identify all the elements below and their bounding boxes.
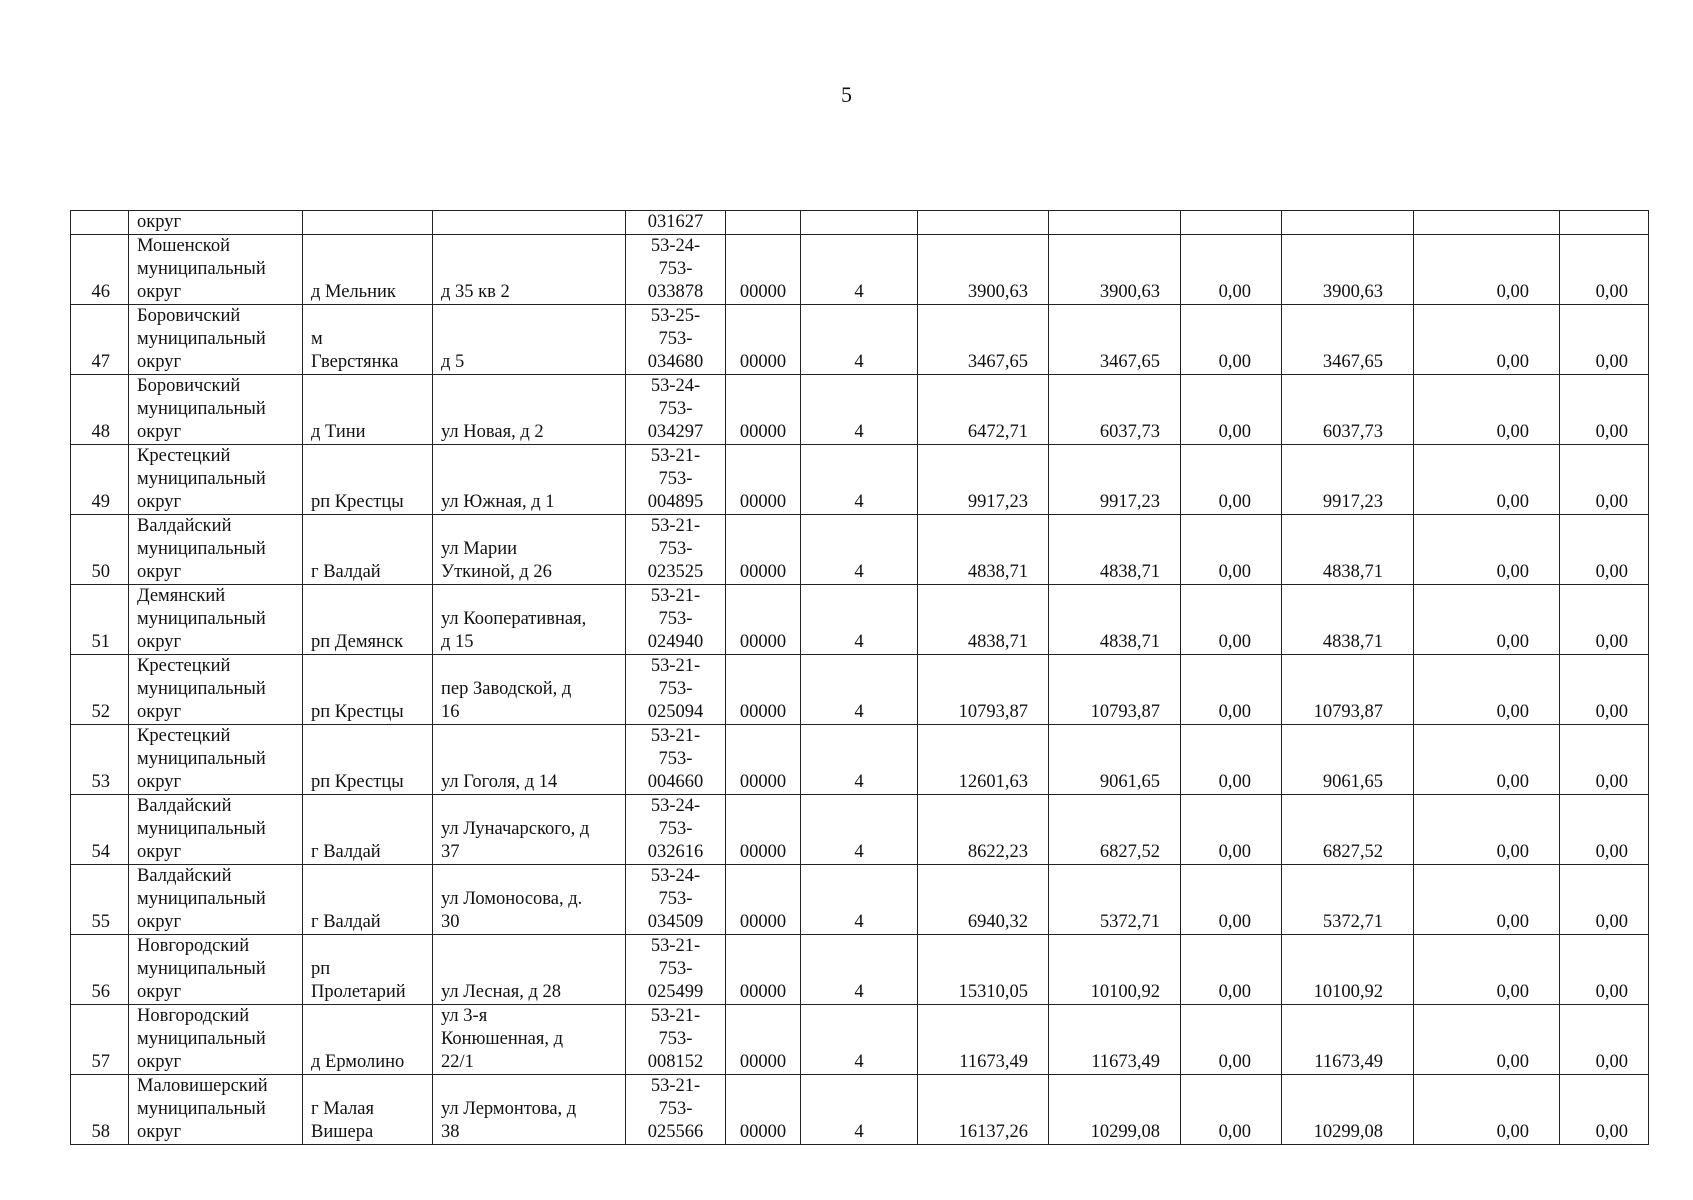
- cell-amount-1: 16137,26: [918, 1075, 1049, 1145]
- cell-amount-2: 3467,65: [1049, 305, 1181, 375]
- cell-status-code: 00000: [726, 235, 801, 305]
- cell-category: 4: [801, 655, 918, 725]
- cell-amount-1: 3467,65: [918, 305, 1049, 375]
- cell-amount-3: 0,00: [1181, 445, 1282, 515]
- cell-category: 4: [801, 795, 918, 865]
- cell-amount-6: 0,00: [1560, 655, 1649, 725]
- table-row: [71, 305, 1649, 375]
- cell-settlement: г Валдай: [303, 795, 433, 865]
- cell-code: 53-21- 753- 025094: [626, 655, 726, 725]
- cell-category: 4: [801, 935, 918, 1005]
- cell-amount-3: 0,00: [1181, 865, 1282, 935]
- cell-amount-5: 0,00: [1414, 655, 1560, 725]
- cell-amount-4: 4838,71: [1282, 585, 1414, 655]
- cell-num: 55: [71, 865, 129, 935]
- cell-address: ул 3-я Конюшенная, д 22/1: [433, 1005, 626, 1075]
- cell-district: Боровичский муниципальный округ: [129, 375, 303, 445]
- cell-status-code: 00000: [726, 725, 801, 795]
- cell-code: 53-21- 753- 008152: [626, 1005, 726, 1075]
- cell-code: 031627: [626, 211, 726, 235]
- cell-code: 53-21- 753- 023525: [626, 515, 726, 585]
- cell-amount-3: 0,00: [1181, 725, 1282, 795]
- cell-amount-5: 0,00: [1414, 935, 1560, 1005]
- cell-district: Валдайский муниципальный округ: [129, 795, 303, 865]
- cell-amount-5: 0,00: [1414, 445, 1560, 515]
- table-row: [71, 235, 1649, 305]
- cell-code: 53-24- 753- 032616: [626, 795, 726, 865]
- cell-district: Крестецкий муниципальный округ: [129, 725, 303, 795]
- table-row: [71, 585, 1649, 655]
- cell-amount-3: 0,00: [1181, 515, 1282, 585]
- cell-amount-4: 10100,92: [1282, 935, 1414, 1005]
- cell-district: Валдайский муниципальный округ: [129, 865, 303, 935]
- cell-amount-6: 0,00: [1560, 725, 1649, 795]
- cell-amount-6: 0,00: [1560, 515, 1649, 585]
- cell-amount-5: 0,00: [1414, 795, 1560, 865]
- table-body: [71, 211, 1649, 1145]
- cell-amount-1: 4838,71: [918, 515, 1049, 585]
- cell-address: ул Лермонтова, д 38: [433, 1075, 626, 1145]
- cell-amount-5: 0,00: [1414, 1005, 1560, 1075]
- table-row: [71, 1005, 1649, 1075]
- cell-settlement: рп Крестцы: [303, 725, 433, 795]
- cell-num: 47: [71, 305, 129, 375]
- cell-address: д 5: [433, 305, 626, 375]
- cell-amount-2: 5372,71: [1049, 865, 1181, 935]
- cell-num: 58: [71, 1075, 129, 1145]
- cell-category: 4: [801, 445, 918, 515]
- cell-amount-4: 3467,65: [1282, 305, 1414, 375]
- cell-amount-1: 10793,87: [918, 655, 1049, 725]
- cell-category: 4: [801, 1005, 918, 1075]
- cell-district: Маловишерский муниципальный округ: [129, 1075, 303, 1145]
- cell-amount-5: 0,00: [1414, 725, 1560, 795]
- cell-status-code: 00000: [726, 305, 801, 375]
- table-row: [71, 795, 1649, 865]
- cell-amount-1: 11673,49: [918, 1005, 1049, 1075]
- cell-address: ул Кооперативная, д 15: [433, 585, 626, 655]
- cell-amount-5: 0,00: [1414, 305, 1560, 375]
- table-row: [71, 725, 1649, 795]
- cell-amount-4: 10793,87: [1282, 655, 1414, 725]
- cell-amount-5: 0,00: [1414, 375, 1560, 445]
- cell-col11: [1282, 211, 1414, 235]
- table-row: [71, 1075, 1649, 1145]
- cell-address: ул Марии Уткиной, д 26: [433, 515, 626, 585]
- cell-col12: [1414, 211, 1560, 235]
- cell-num: 50: [71, 515, 129, 585]
- cell-status-code: 00000: [726, 655, 801, 725]
- cell-amount-2: 6827,52: [1049, 795, 1181, 865]
- cell-num: [71, 211, 129, 235]
- cell-amount-3: 0,00: [1181, 375, 1282, 445]
- cell-amount-6: 0,00: [1560, 1075, 1649, 1145]
- cell-settlement: рп Крестцы: [303, 445, 433, 515]
- cell-status-code: 00000: [726, 375, 801, 445]
- cell-num: 49: [71, 445, 129, 515]
- cell-amount-2: 10793,87: [1049, 655, 1181, 725]
- cell-settlement: м Гверстянка: [303, 305, 433, 375]
- cell-category: 4: [801, 515, 918, 585]
- cell-category: 4: [801, 305, 918, 375]
- cell-address: ул Новая, д 2: [433, 375, 626, 445]
- cell-address: пер Заводской, д 16: [433, 655, 626, 725]
- cell-col8: [918, 211, 1049, 235]
- cell-amount-3: 0,00: [1181, 655, 1282, 725]
- cell-amount-5: 0,00: [1414, 1075, 1560, 1145]
- table-row: [71, 211, 1649, 235]
- cell-amount-6: 0,00: [1560, 235, 1649, 305]
- cell-status-code: 00000: [726, 865, 801, 935]
- cell-settlement: д Тини: [303, 375, 433, 445]
- cell-amount-3: 0,00: [1181, 795, 1282, 865]
- cell-amount-2: 6037,73: [1049, 375, 1181, 445]
- cell-amount-4: 6827,52: [1282, 795, 1414, 865]
- cell-amount-3: 0,00: [1181, 235, 1282, 305]
- cell-status-code: 00000: [726, 1075, 801, 1145]
- cell-amount-4: 11673,49: [1282, 1005, 1414, 1075]
- cell-amount-5: 0,00: [1414, 865, 1560, 935]
- cell-num: 46: [71, 235, 129, 305]
- table-row: [71, 865, 1649, 935]
- cell-amount-1: 9917,23: [918, 445, 1049, 515]
- cell-amount-6: 0,00: [1560, 305, 1649, 375]
- cell-amount-2: 3900,63: [1049, 235, 1181, 305]
- cell-settlement: [303, 211, 433, 235]
- cell-district: Демянский муниципальный округ: [129, 585, 303, 655]
- cell-settlement: д Мельник: [303, 235, 433, 305]
- cell-num: 53: [71, 725, 129, 795]
- cell-amount-2: 4838,71: [1049, 515, 1181, 585]
- cell-col9: [1049, 211, 1181, 235]
- cell-amount-2: 10100,92: [1049, 935, 1181, 1005]
- cell-status-code: 00000: [726, 935, 801, 1005]
- cell-amount-5: 0,00: [1414, 235, 1560, 305]
- cell-address: ул Южная, д 1: [433, 445, 626, 515]
- page-number: 5: [841, 82, 852, 107]
- cell-address: ул Гоголя, д 14: [433, 725, 626, 795]
- cell-amount-3: 0,00: [1181, 1005, 1282, 1075]
- cell-amount-6: 0,00: [1560, 795, 1649, 865]
- cell-category: 4: [801, 725, 918, 795]
- cell-settlement: рп Пролетарий: [303, 935, 433, 1005]
- cell-amount-6: 0,00: [1560, 935, 1649, 1005]
- cell-address: д 35 кв 2: [433, 235, 626, 305]
- cell-amount-2: 9061,65: [1049, 725, 1181, 795]
- cell-settlement: рп Крестцы: [303, 655, 433, 725]
- cell-district: Мошенской муниципальный округ: [129, 235, 303, 305]
- cell-amount-6: 0,00: [1560, 1005, 1649, 1075]
- cell-code: 53-21- 753- 004660: [626, 725, 726, 795]
- table-row: [71, 935, 1649, 1005]
- cell-code: 53-24- 753- 034509: [626, 865, 726, 935]
- cell-settlement: рп Демянск: [303, 585, 433, 655]
- cell-amount-6: 0,00: [1560, 445, 1649, 515]
- cell-status-code: 00000: [726, 795, 801, 865]
- cell-amount-5: 0,00: [1414, 585, 1560, 655]
- cell-district: Крестецкий муниципальный округ: [129, 445, 303, 515]
- cell-amount-2: 9917,23: [1049, 445, 1181, 515]
- cell-amount-6: 0,00: [1560, 585, 1649, 655]
- cell-amount-6: 0,00: [1560, 375, 1649, 445]
- cell-code: 53-21- 753- 025499: [626, 935, 726, 1005]
- cell-status-code: 00000: [726, 445, 801, 515]
- cell-status-code: 00000: [726, 1005, 801, 1075]
- cell-code: 53-24- 753- 033878: [626, 235, 726, 305]
- cell-settlement: д Ермолино: [303, 1005, 433, 1075]
- cell-amount-4: 4838,71: [1282, 515, 1414, 585]
- cell-amount-3: 0,00: [1181, 585, 1282, 655]
- registry-table: [70, 210, 1649, 1145]
- table-row: [71, 515, 1649, 585]
- cell-num: 48: [71, 375, 129, 445]
- cell-amount-2: 4838,71: [1049, 585, 1181, 655]
- cell-address: [433, 211, 626, 235]
- cell-amount-1: 6940,32: [918, 865, 1049, 935]
- cell-category: 4: [801, 585, 918, 655]
- cell-col7: [801, 211, 918, 235]
- cell-amount-3: 0,00: [1181, 305, 1282, 375]
- cell-status-code: 00000: [726, 515, 801, 585]
- cell-amount-3: 0,00: [1181, 1075, 1282, 1145]
- cell-amount-1: 6472,71: [918, 375, 1049, 445]
- cell-code: 53-21- 753- 004895: [626, 445, 726, 515]
- cell-num: 54: [71, 795, 129, 865]
- cell-num: 52: [71, 655, 129, 725]
- cell-category: 4: [801, 1075, 918, 1145]
- cell-col13: [1560, 211, 1649, 235]
- cell-amount-4: 5372,71: [1282, 865, 1414, 935]
- cell-district: Боровичский муниципальный округ: [129, 305, 303, 375]
- cell-settlement: г Валдай: [303, 865, 433, 935]
- table-row: [71, 375, 1649, 445]
- cell-amount-1: 12601,63: [918, 725, 1049, 795]
- cell-address: ул Ломоносова, д. 30: [433, 865, 626, 935]
- cell-amount-4: 10299,08: [1282, 1075, 1414, 1145]
- cell-amount-6: 0,00: [1560, 865, 1649, 935]
- cell-amount-1: 8622,23: [918, 795, 1049, 865]
- cell-district: Крестецкий муниципальный округ: [129, 655, 303, 725]
- cell-amount-1: 15310,05: [918, 935, 1049, 1005]
- table-row: [71, 445, 1649, 515]
- cell-amount-1: 4838,71: [918, 585, 1049, 655]
- cell-district: Новгородский муниципальный округ: [129, 935, 303, 1005]
- cell-num: 57: [71, 1005, 129, 1075]
- cell-amount-4: 6037,73: [1282, 375, 1414, 445]
- cell-settlement: г Валдай: [303, 515, 433, 585]
- cell-district: округ: [129, 211, 303, 235]
- cell-code: 53-21- 753- 025566: [626, 1075, 726, 1145]
- cell-category: 4: [801, 865, 918, 935]
- cell-amount-3: 0,00: [1181, 935, 1282, 1005]
- cell-code: 53-25- 753- 034680: [626, 305, 726, 375]
- cell-code: 53-21- 753- 024940: [626, 585, 726, 655]
- cell-district: Валдайский муниципальный округ: [129, 515, 303, 585]
- table-row: [71, 655, 1649, 725]
- cell-district: Новгородский муниципальный округ: [129, 1005, 303, 1075]
- cell-amount-2: 10299,08: [1049, 1075, 1181, 1145]
- cell-status-code: 00000: [726, 585, 801, 655]
- cell-col10: [1181, 211, 1282, 235]
- cell-address: ул Лесная, д 28: [433, 935, 626, 1005]
- cell-num: 56: [71, 935, 129, 1005]
- cell-num: 51: [71, 585, 129, 655]
- cell-amount-5: 0,00: [1414, 515, 1560, 585]
- cell-amount-4: 3900,63: [1282, 235, 1414, 305]
- cell-amount-1: 3900,63: [918, 235, 1049, 305]
- cell-amount-4: 9917,23: [1282, 445, 1414, 515]
- cell-code: 53-24- 753- 034297: [626, 375, 726, 445]
- cell-col6: [726, 211, 801, 235]
- cell-amount-2: 11673,49: [1049, 1005, 1181, 1075]
- cell-amount-4: 9061,65: [1282, 725, 1414, 795]
- cell-address: ул Луначарского, д 37: [433, 795, 626, 865]
- cell-category: 4: [801, 235, 918, 305]
- cell-settlement: г Малая Вишера: [303, 1075, 433, 1145]
- cell-category: 4: [801, 375, 918, 445]
